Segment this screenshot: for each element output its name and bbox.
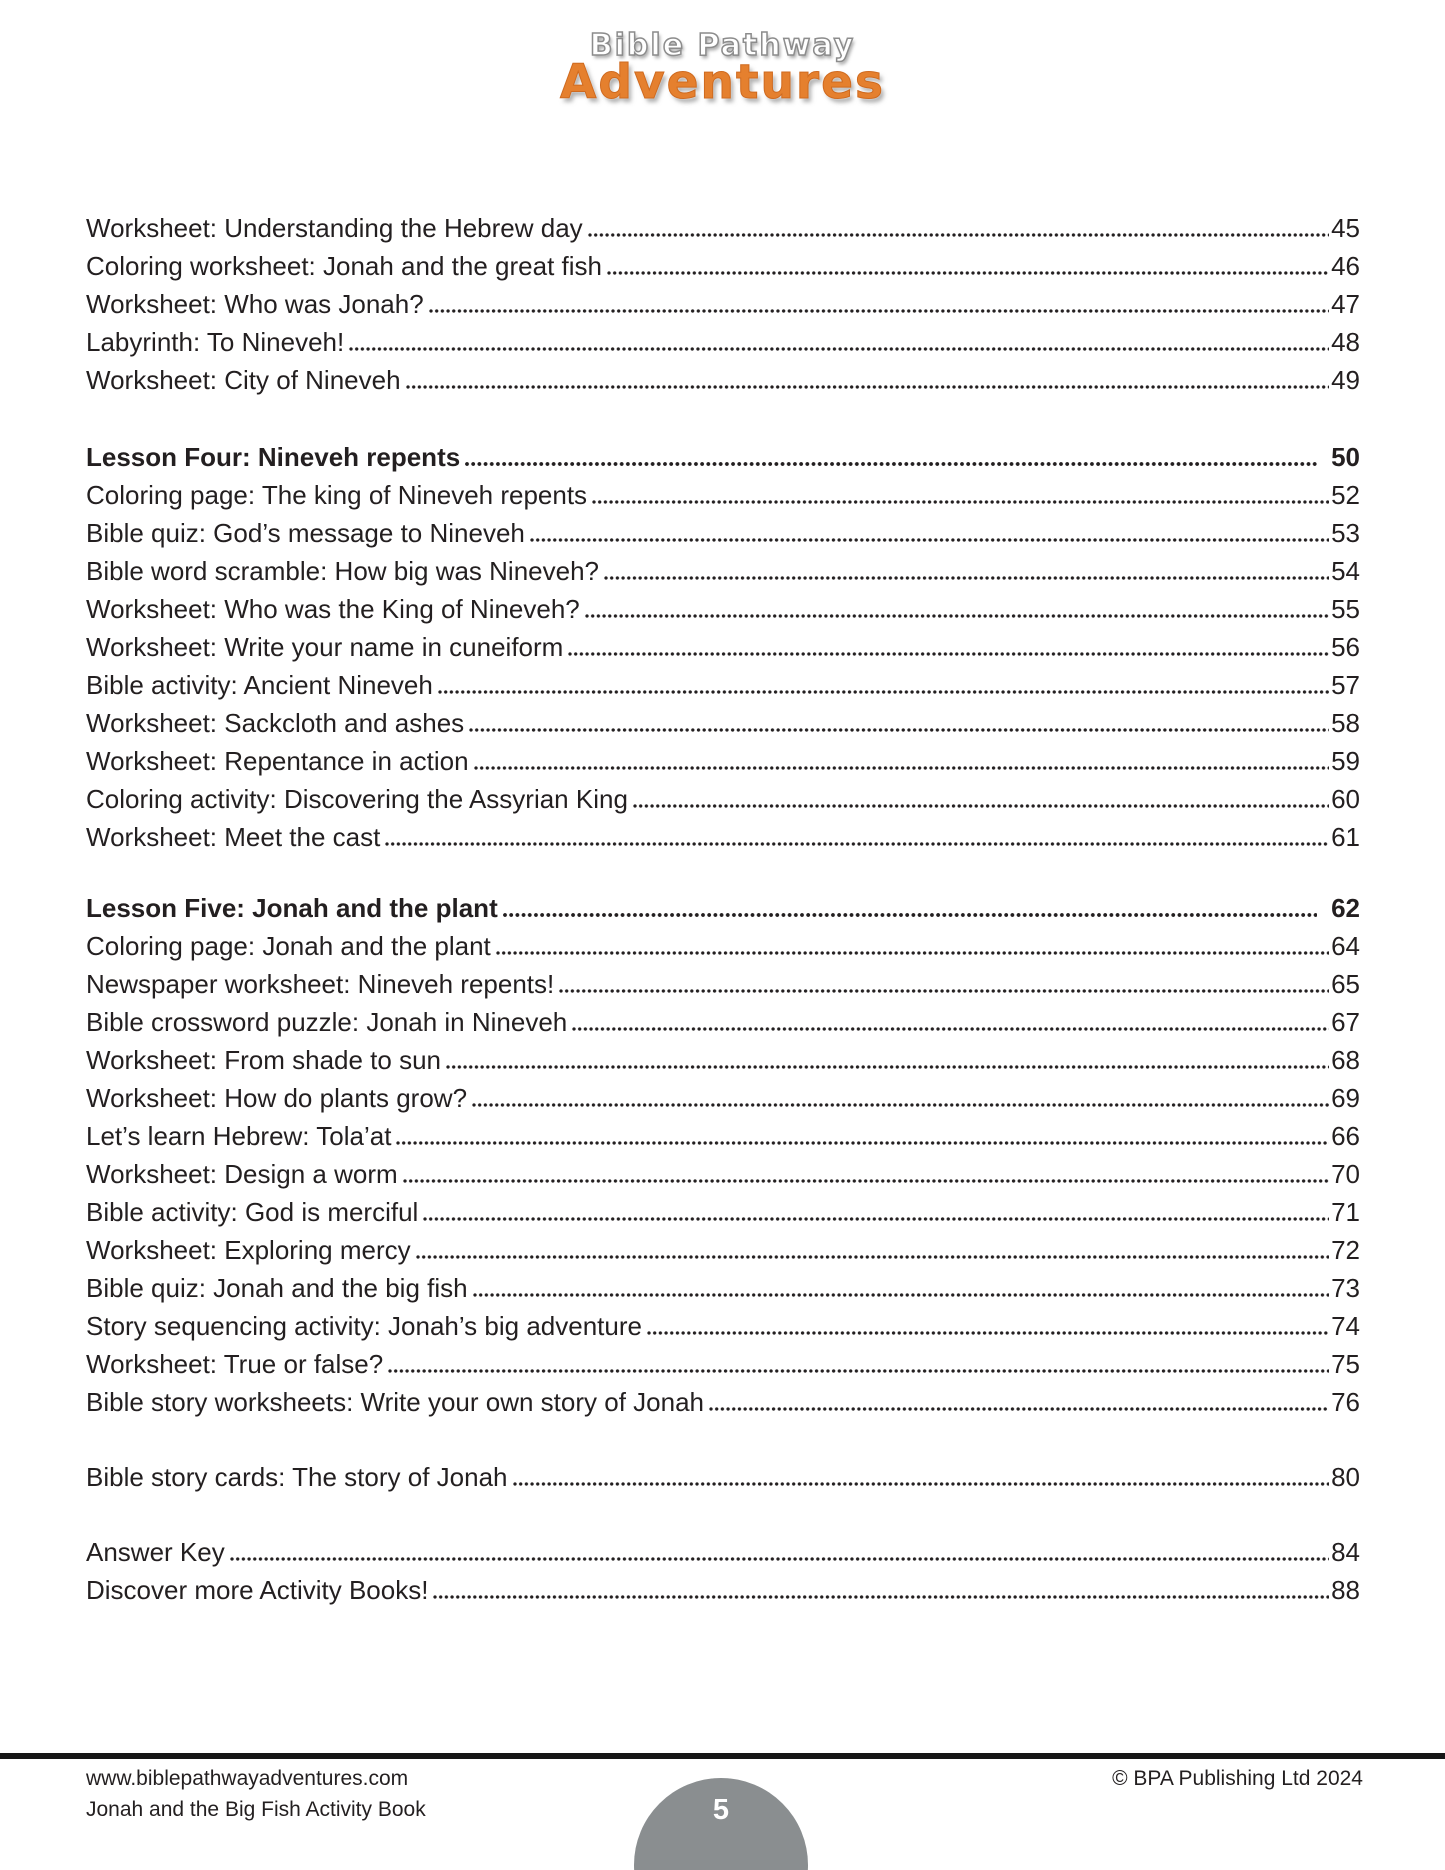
toc-entry-label: Discover more Activity Books! (86, 1575, 429, 1605)
toc-entry-page: 62 (1331, 893, 1360, 923)
toc-entry-label: Bible activity: Ancient Nineveh (86, 670, 433, 700)
toc-entry-page: 45 (1331, 213, 1360, 243)
toc-entry-page: 56 (1331, 632, 1360, 662)
toc-entry (86, 780, 1360, 818)
toc-entry-page: 52 (1331, 480, 1360, 510)
toc-dot-leader (446, 1065, 1329, 1069)
toc-entry-label: Story sequencing activity: Jonah’s big adventure (86, 1311, 642, 1341)
toc-dot-leader (633, 804, 1329, 808)
toc-entry (86, 1458, 1360, 1496)
toc-entry-page: 76 (1331, 1387, 1360, 1417)
toc-entry-page: 68 (1331, 1045, 1360, 1075)
page-number: 5 (712, 1794, 730, 1826)
toc-entry (86, 1117, 1360, 1155)
toc-entry-label: Bible story cards: The story of Jonah (86, 1462, 508, 1492)
toc-entry-label: Newspaper worksheet: Nineveh repents! (86, 969, 555, 999)
toc-entry-page: 70 (1331, 1159, 1360, 1189)
toc-entry-page: 55 (1331, 594, 1360, 624)
toc-entry-label: Worksheet: Understanding the Hebrew day (86, 213, 583, 243)
toc (86, 209, 1360, 1609)
toc-entry-label: Bible story worksheets: Write your own story of Jonah (86, 1387, 704, 1417)
toc-entry-label: Worksheet: Exploring mercy (86, 1235, 411, 1265)
toc-dot-leader (607, 271, 1329, 275)
toc-dot-leader (559, 989, 1329, 993)
toc-entry (86, 323, 1360, 361)
toc-entry (86, 1383, 1360, 1421)
toc-entry-label: Bible word scramble: How big was Nineveh? (86, 556, 600, 586)
toc-dot-leader (465, 462, 1317, 466)
toc-dot-leader (406, 385, 1330, 389)
toc-entry-label: Worksheet: True or false? (86, 1349, 384, 1379)
toc-dot-leader (585, 614, 1329, 618)
toc-entry (86, 666, 1360, 704)
toc-entry-page: 69 (1331, 1083, 1360, 1113)
toc-entry-label: Bible activity: God is merciful (86, 1197, 419, 1227)
toc-entry-label: Worksheet: Meet the cast (86, 822, 381, 852)
toc-dot-leader (349, 347, 1329, 351)
toc-entry (86, 285, 1360, 323)
toc-entry-label: Coloring page: The king of Nineveh repents (86, 480, 588, 510)
toc-dot-leader (416, 1255, 1329, 1259)
toc-dot-leader (388, 1369, 1329, 1373)
toc-entry-page: 75 (1331, 1349, 1360, 1379)
toc-entry (86, 1307, 1360, 1345)
toc-entry-page: 71 (1331, 1197, 1360, 1227)
footer-website: www.biblepathwayadventures.com (86, 1767, 409, 1790)
toc-section-gap (86, 1421, 1360, 1458)
toc-entry (86, 1345, 1360, 1383)
toc-entry (86, 704, 1360, 742)
toc-entry (86, 927, 1360, 965)
toc-entry-label: Worksheet: Design a worm (86, 1159, 398, 1189)
toc-dot-leader (396, 1141, 1329, 1145)
page-number-badge (634, 1778, 808, 1870)
toc-dot-leader (568, 652, 1329, 656)
toc-entry-label: Worksheet: Write your name in cuneiform (86, 632, 564, 662)
logo-text-bottom: Adventures (560, 55, 885, 110)
toc-entry-page: 47 (1331, 289, 1360, 319)
toc-entry (86, 209, 1360, 247)
footer-book-title: Jonah and the Big Fish Activity Book (86, 1798, 426, 1821)
toc-dot-leader (385, 842, 1329, 846)
toc-entry-page: 80 (1331, 1462, 1360, 1492)
toc-entry (86, 476, 1360, 514)
toc-entry-page: 61 (1331, 822, 1360, 852)
toc-dot-leader (438, 690, 1329, 694)
toc-section-gap (86, 399, 1360, 438)
toc-section-gap (86, 856, 1360, 889)
toc-entry (86, 1155, 1360, 1193)
toc-entry-page: 46 (1331, 251, 1360, 281)
toc-entry (86, 965, 1360, 1003)
toc-entry (86, 628, 1360, 666)
toc-dot-leader (496, 951, 1329, 955)
toc-dot-leader (572, 1027, 1329, 1031)
toc-entry-page: 60 (1331, 784, 1360, 814)
toc-entry-page: 50 (1331, 442, 1360, 472)
logo-text-top: Bible Pathway (589, 28, 856, 63)
toc-entry-label: Bible quiz: God’s message to Nineveh (86, 518, 525, 548)
toc-entry (86, 1269, 1360, 1307)
toc-entry (86, 1533, 1360, 1571)
toc-entry-page: 49 (1331, 365, 1360, 395)
toc-lesson-heading (86, 438, 1360, 476)
toc-dot-leader (513, 1482, 1330, 1486)
toc-entry (86, 1193, 1360, 1231)
toc-entry-label: Coloring activity: Discovering the Assyrian King (86, 784, 628, 814)
toc-entry-page: 88 (1331, 1575, 1360, 1605)
toc-entry-label: Labyrinth: To Nineveh! (86, 327, 345, 357)
toc-entry-label: Worksheet: How do plants grow? (86, 1083, 468, 1113)
toc-entry-label: Worksheet: Who was Jonah? (86, 289, 424, 319)
toc-entry (86, 1231, 1360, 1269)
toc-dot-leader (474, 766, 1330, 770)
toc-entry-page: 57 (1331, 670, 1360, 700)
publisher-logo (0, 28, 1445, 110)
toc-dot-leader (604, 576, 1329, 580)
toc-dot-leader (592, 500, 1329, 504)
toc-entry-label: Worksheet: Repentance in action (86, 746, 469, 776)
toc-entry-page: 74 (1331, 1311, 1360, 1341)
toc-entry-label: Let’s learn Hebrew: Tola’at (86, 1121, 392, 1151)
toc-entry-label: Worksheet: Who was the King of Nineveh? (86, 594, 580, 624)
toc-dot-leader (588, 233, 1329, 237)
toc-entry-page: 58 (1331, 708, 1360, 738)
toc-entry (86, 552, 1360, 590)
toc-dot-leader (709, 1407, 1329, 1411)
toc-entry (86, 247, 1360, 285)
toc-entry-page: 54 (1331, 556, 1360, 586)
toc-entry-label: Bible crossword puzzle: Jonah in Nineveh (86, 1007, 568, 1037)
toc-entry-label: Worksheet: From shade to sun (86, 1045, 442, 1075)
toc-entry (86, 361, 1360, 399)
toc-entry-page: 73 (1331, 1273, 1360, 1303)
toc-entry-page: 59 (1331, 746, 1360, 776)
toc-entry-label: Coloring page: Jonah and the plant (86, 931, 491, 961)
toc-entry-page: 53 (1331, 518, 1360, 548)
toc-entry-page: 67 (1331, 1007, 1360, 1037)
toc-entry-label: Bible quiz: Jonah and the big fish (86, 1273, 468, 1303)
toc-dot-leader (429, 309, 1329, 313)
toc-section-gap (86, 1496, 1360, 1533)
toc-dot-leader (433, 1595, 1329, 1599)
toc-entry-page: 48 (1331, 327, 1360, 357)
toc-dot-leader (647, 1331, 1329, 1335)
footer-copyright: © BPA Publishing Ltd 2024 (1112, 1767, 1363, 1790)
toc-entry-label: Worksheet: Sackcloth and ashes (86, 708, 465, 738)
toc-entry (86, 514, 1360, 552)
toc-entry-label: Lesson Four: Nineveh repents (86, 442, 461, 472)
toc-entry (86, 1571, 1360, 1609)
toc-entry-page: 64 (1331, 931, 1360, 961)
toc-entry-label: Answer Key (86, 1537, 225, 1567)
toc-dot-leader (472, 1103, 1329, 1107)
toc-dot-leader (503, 913, 1317, 917)
toc-entry-label: Coloring worksheet: Jonah and the great fish (86, 251, 602, 281)
footer-divider (0, 1753, 1445, 1759)
toc-dot-leader (230, 1557, 1329, 1561)
toc-entry (86, 742, 1360, 780)
toc-entry-page: 72 (1331, 1235, 1360, 1265)
toc-dot-leader (423, 1217, 1329, 1221)
toc-dot-leader (473, 1293, 1329, 1297)
toc-dot-leader (403, 1179, 1329, 1183)
toc-entry-page: 84 (1331, 1537, 1360, 1567)
toc-entry (86, 818, 1360, 856)
toc-entry (86, 1041, 1360, 1079)
toc-entry-label: Lesson Five: Jonah and the plant (86, 893, 498, 923)
toc-lesson-heading (86, 889, 1360, 927)
toc-entry-page: 66 (1331, 1121, 1360, 1151)
footer-left (86, 1763, 426, 1825)
toc-entry (86, 1003, 1360, 1041)
toc-dot-leader (530, 538, 1329, 542)
toc-dot-leader (469, 728, 1329, 732)
toc-entry-label: Worksheet: City of Nineveh (86, 365, 401, 395)
toc-entry (86, 590, 1360, 628)
toc-entry (86, 1079, 1360, 1117)
toc-entry-page: 65 (1331, 969, 1360, 999)
